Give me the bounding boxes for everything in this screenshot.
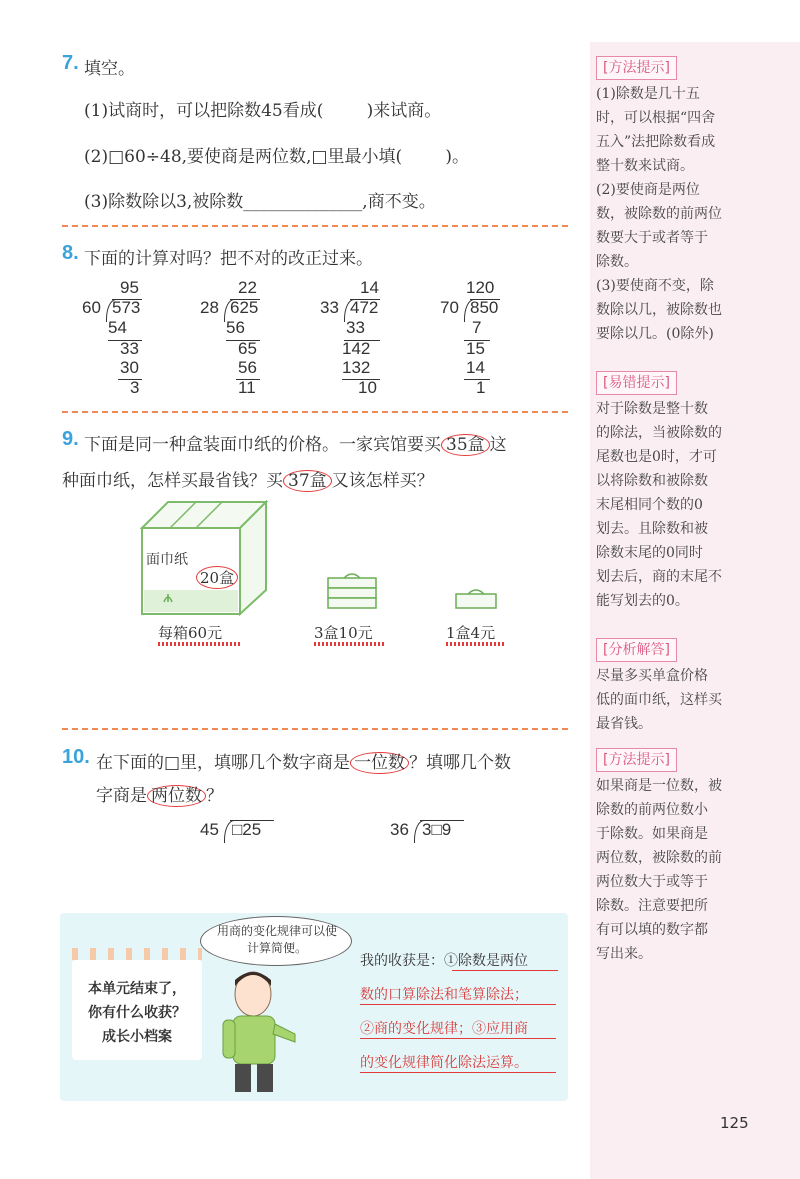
long-division-2 (200, 278, 290, 398)
circle-two-digit: 两位数 (147, 785, 206, 807)
card-line-3: 成长小档案 (102, 1028, 172, 1044)
subtract-1: 33 (346, 318, 365, 337)
question-7-item-3: (3)除数除以3,被除数______________,商不变。 (84, 192, 436, 212)
subtract-1: 54 (108, 318, 127, 337)
question-10-line-1: 在下面的□里，填哪几个数字商是 一位数 ？填哪几个数 (96, 753, 512, 773)
remainder-1: 142 (342, 339, 371, 358)
three-boxes-illustration (326, 570, 380, 612)
price-carton-underline (158, 642, 240, 646)
quotient: 120 (466, 278, 495, 297)
harvest-underline-1 (452, 970, 558, 971)
carton-count-circle: 20盒 (196, 566, 238, 589)
remainder-2: 10 (358, 378, 377, 397)
single-box-illustration (454, 586, 500, 612)
speech-bubble-text: 用商的变化规律可以使计算简便。 (216, 924, 337, 955)
harvest-underline-3 (360, 1038, 556, 1039)
question-7-title: 填空。 (84, 59, 135, 79)
divisor: 36 (390, 820, 409, 839)
analysis-text: 尽量多买单盒价格 低的面巾纸，这样买 最省钱。 (596, 668, 722, 732)
long-division-4 (440, 278, 530, 398)
growth-archive-card (72, 960, 202, 1060)
divisor: 70 (440, 298, 459, 317)
harvest-line-4: 的变化规律简化除法运算。 (360, 1055, 528, 1071)
question-7-item-2: (2)□60÷48,要使商是两位数,□里最小填( )。 (84, 147, 470, 167)
dividend: 3□9 (422, 820, 452, 839)
divider-3 (62, 728, 568, 730)
question-10-line-2: 字商是 两位数 ？ (96, 786, 223, 806)
analysis-tag: [分析解答] (596, 638, 677, 662)
divider-2 (62, 411, 568, 413)
circle-37-boxes: 37盒 (283, 470, 332, 492)
long-division-1 (82, 278, 172, 398)
method-tip-tag: [方法提示] (596, 56, 677, 80)
subtract-2: 30 (120, 358, 139, 377)
subtract-2: 56 (238, 358, 257, 377)
circle-one-digit: 一位数 (350, 752, 409, 774)
price-three-boxes: 3盒10元 (314, 624, 373, 642)
quotient: 95 (120, 278, 139, 297)
divisor: 28 (200, 298, 219, 317)
error-tip-text: 对于除数是整十数 的除法，当被除数的 尾数也是0时，才可 以将除数和被除数 末尾相同个数的0 划去。且除数和被 除数末尾的0同时 划去后，商的末尾不 能写划去的0。 (596, 401, 722, 609)
quotient: 14 (360, 278, 379, 297)
fill-in-division-2 (390, 818, 480, 848)
fill-in-division-1 (200, 818, 290, 848)
speech-bubble (200, 916, 352, 966)
hint-sidebar (590, 42, 800, 1179)
dividend: 472 (350, 298, 379, 317)
harvest-line-2: 数的口算除法和笔算除法； (360, 987, 528, 1003)
price-single-box: 1盒4元 (446, 624, 496, 642)
divider-1 (62, 225, 568, 227)
method-tip-text-1: (1)除数是几十五 时，可以根据“四舍 五入”法把除数看成 整十数来试商。 (2)要使商是两位 数，被除数的前两位 数要大于或者等于 除数。 (3)要使商不变，除 数除以几，被除数也 要除以几。(0除外) (596, 86, 722, 342)
harvest-underline-4 (360, 1072, 556, 1073)
subtract-2: 14 (466, 358, 485, 377)
question-9-line-1: 下面是同一种盒装面巾纸的价格。一家宾馆要买 35盒 这 (84, 435, 507, 455)
question-9-number: 9. (62, 428, 79, 450)
method-tip-tag-2: [方法提示] (596, 748, 677, 772)
boy-illustration (205, 966, 305, 1096)
harvest-line-3: ②商的变化规律；③应用商 (360, 1021, 528, 1037)
remainder-1: 15 (466, 339, 485, 358)
card-line-1: 本单元结束了， (88, 980, 186, 996)
question-7-item-1: (1)试商时，可以把除数45看成( )来试商。 (84, 101, 442, 121)
subtract-2: 132 (342, 358, 371, 377)
quotient: 22 (238, 278, 257, 297)
price-carton: 每箱60元 (158, 624, 223, 642)
question-8-number: 8. (62, 242, 79, 264)
price-three-underline (314, 642, 384, 646)
divisor: 33 (320, 298, 339, 317)
divisor: 60 (82, 298, 101, 317)
remainder-2: 1 (476, 378, 486, 397)
remainder-2: 11 (238, 378, 256, 397)
price-single-underline (446, 642, 506, 646)
question-9-line-2: 种面巾纸，怎样买最省钱？买 37盒 又该怎样买？ (62, 471, 434, 491)
divisor: 45 (200, 820, 219, 839)
harvest-underline-2 (360, 1004, 556, 1005)
circle-35-boxes: 35盒 (441, 434, 490, 456)
question-8-title: 下面的计算对吗？把不对的改正过来。 (84, 249, 373, 269)
dividend: 850 (470, 298, 499, 317)
page-number: 125 (720, 1114, 749, 1132)
remainder-2: 3 (130, 378, 140, 397)
remainder-1: 65 (238, 339, 257, 358)
question-7-number: 7. (62, 52, 79, 74)
dividend: □25 (232, 820, 262, 839)
dividend: 625 (230, 298, 259, 317)
method-tip-text-2: 如果商是一位数，被 除数的前两位数小 于除数。如果商是 两位数，被除数的前 两位数大于或等于 除数。注意要把所 有可以填的数字都 写出来。 (596, 778, 722, 962)
carton-label: 面巾纸 (146, 552, 188, 568)
dividend: 573 (112, 298, 141, 317)
card-tassels (72, 948, 202, 960)
harvest-text (360, 944, 570, 1080)
subtract-1: 56 (226, 318, 245, 337)
remainder-1: 33 (120, 339, 139, 358)
error-tip-tag: [易错提示] (596, 371, 677, 395)
long-division-3 (320, 278, 410, 398)
harvest-line-1: 我的收获是：①除数是两位 (360, 953, 528, 969)
question-10-number: 10. (62, 746, 90, 768)
card-line-2: 你有什么收获？ (88, 1004, 186, 1020)
subtract-1: 7 (472, 318, 482, 337)
